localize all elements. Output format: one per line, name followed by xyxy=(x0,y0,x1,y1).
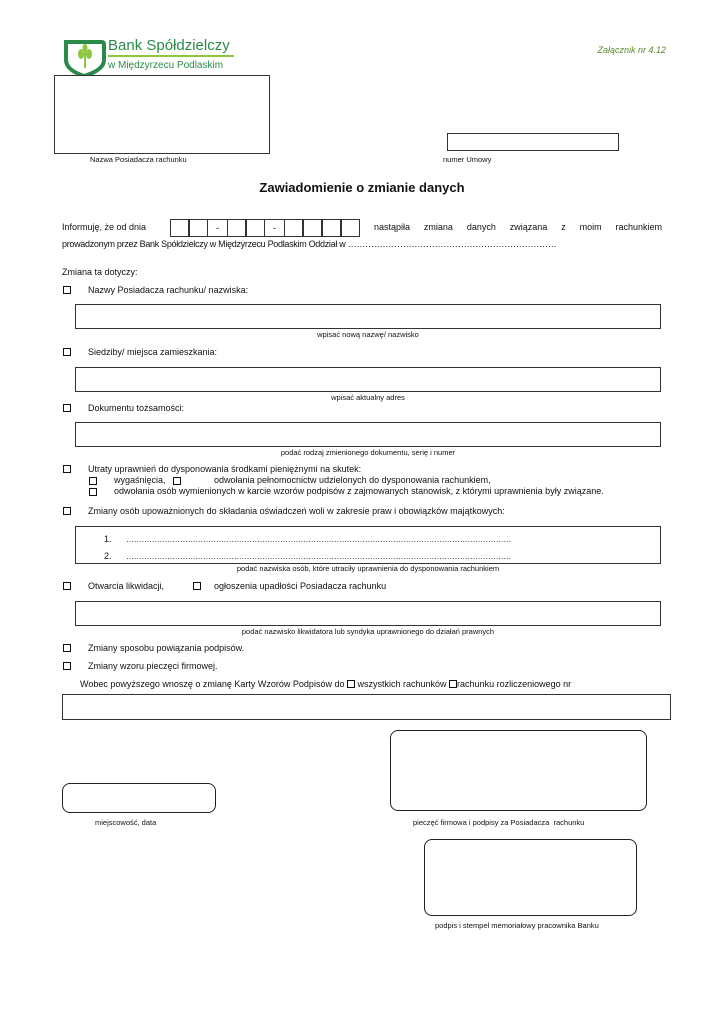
name-field[interactable] xyxy=(75,304,661,329)
account-holder-field[interactable] xyxy=(54,75,270,154)
loss-label: Utraty uprawnień do dysponowania środkami pieniężnymi na skutek: xyxy=(88,464,362,474)
account-number-field[interactable] xyxy=(62,694,671,720)
name-checkbox[interactable] xyxy=(63,286,71,294)
liquidator-field[interactable] xyxy=(75,601,661,626)
date-sep-2: - xyxy=(265,219,284,237)
dismissal-label: odwołania osób wymienionych w karcie wzorów podpisów z zajmowanych stanowisk, z którymi uprawnienia były związane. xyxy=(114,486,604,496)
account-holder-label: Nazwa Posiadacza rachunku xyxy=(90,155,187,164)
dismissal-checkbox[interactable] xyxy=(89,488,97,496)
loss-checkbox[interactable] xyxy=(63,465,71,473)
stamp-label: Zmiany wzoru pieczęci firmowej. xyxy=(88,661,218,671)
contract-number-field[interactable] xyxy=(447,133,619,151)
authorized-checkbox[interactable] xyxy=(63,507,71,515)
authorized-line1-number: 1. xyxy=(104,534,112,544)
bank-logo-icon xyxy=(62,38,108,78)
date-year-2[interactable] xyxy=(303,219,322,237)
revocation-label: odwołania pełnomocnictw udzielonych do dysponowania rachunkiem, xyxy=(214,475,491,485)
name-hint: wpisać nową nazwę/ nazwisko xyxy=(317,330,419,339)
date-year-4[interactable] xyxy=(341,219,360,237)
address-label: Siedziby/ miejsca zamieszkania: xyxy=(88,347,218,357)
date-year-3[interactable] xyxy=(322,219,341,237)
document-label: Dokumentu tożsamości: xyxy=(88,403,185,413)
bank-signature-label: podpis i stempel memoriałowy pracownika Banku xyxy=(435,921,599,930)
liquidation-checkbox[interactable] xyxy=(63,582,71,590)
authorized-label: Zmiany osób upoważnionych do składania oświadczeń woli w zakresie praw i obowiązków majątkowych: xyxy=(88,506,505,516)
date-year-1[interactable] xyxy=(284,219,303,237)
date-day-2[interactable] xyxy=(189,219,208,237)
sig-method-label: Zmiany sposobu powiązania podpisów. xyxy=(88,643,245,653)
liquidator-hint: podać nazwisko likwidatora lub syndyka uprawnionego do działań prawnych xyxy=(241,627,495,636)
date-day-1[interactable] xyxy=(170,219,189,237)
address-field[interactable] xyxy=(75,367,661,392)
logo-divider xyxy=(108,55,234,57)
document-hint: podać rodzaj zmienionego dokumentu, serię i numer xyxy=(280,448,456,457)
address-checkbox[interactable] xyxy=(63,348,71,356)
bank-logo xyxy=(62,38,242,78)
authorized-hint: podać nazwiska osób, które utraciły uprawnienia do dysponowania rachunkiem xyxy=(236,564,500,573)
intro-suffix: nastąpiła zmiana danych związana z moim rachunkiem xyxy=(374,222,662,232)
settlement-account-checkbox[interactable] xyxy=(449,680,457,688)
contract-number-label: numer Umowy xyxy=(443,155,492,164)
change-concerns-label: Zmiana ta dotyczy: xyxy=(62,267,138,277)
bank-signature-field[interactable] xyxy=(424,839,637,916)
intro-line2: prowadzonym przez Bank Spółdzielczy w Międzyrzecu Podlaskim Oddział w ……………………………………………………………… xyxy=(62,239,557,249)
document-field[interactable] xyxy=(75,422,661,447)
bank-name: Bank Spółdzielczy xyxy=(108,37,230,54)
bankruptcy-label: ogłoszenia upadłości Posiadacza rachunku xyxy=(214,581,387,591)
expiry-checkbox[interactable] xyxy=(89,477,97,485)
all-accounts-label: wszystkich rachunków xyxy=(357,679,447,689)
document-checkbox[interactable] xyxy=(63,404,71,412)
date-month-2[interactable] xyxy=(246,219,265,237)
settlement-account-label: rachunku rozliczeniowego nr xyxy=(457,679,572,689)
attachment-number: Załącznik nr 4.12 xyxy=(597,45,666,55)
holder-signature-field[interactable] xyxy=(390,730,647,811)
name-label: Nazwy Posiadacza rachunku/ nazwiska: xyxy=(88,285,249,295)
request-line xyxy=(80,679,571,690)
authorized-line2-number: 2. xyxy=(104,551,112,561)
place-date-field[interactable] xyxy=(62,783,216,813)
request-prefix: Wobec powyższego wnoszę o zmianę Karty Wzorów Podpisów do xyxy=(80,679,345,689)
revocation-checkbox[interactable] xyxy=(173,477,181,485)
intro-prefix: Informuję, że od dnia xyxy=(62,222,147,232)
bank-location: w Międzyrzecu Podlaskim xyxy=(108,60,224,71)
place-date-label: miejscowość, data xyxy=(95,818,157,827)
stamp-checkbox[interactable] xyxy=(63,662,71,670)
expiry-label: wygaśnięcia, xyxy=(114,475,166,485)
authorized-line2[interactable]: …………………………………………………………………………………………………………………………………… xyxy=(126,552,512,561)
all-accounts-checkbox[interactable] xyxy=(347,680,355,688)
liquidation-label: Otwarcia likwidacji, xyxy=(88,581,165,591)
address-hint: wpisać aktualny adres xyxy=(331,393,405,402)
authorized-line1[interactable]: …………………………………………………………………………………………………………………………………… xyxy=(126,535,512,544)
date-month-1[interactable] xyxy=(227,219,246,237)
document-title: Zawiadomienie o zmianie danych xyxy=(259,180,465,195)
bankruptcy-checkbox[interactable] xyxy=(193,582,201,590)
date-sep-1: - xyxy=(208,219,227,237)
sig-method-checkbox[interactable] xyxy=(63,644,71,652)
holder-signature-label: pieczęć firmowa i podpisy za Posiadacza rachunku xyxy=(413,818,585,827)
